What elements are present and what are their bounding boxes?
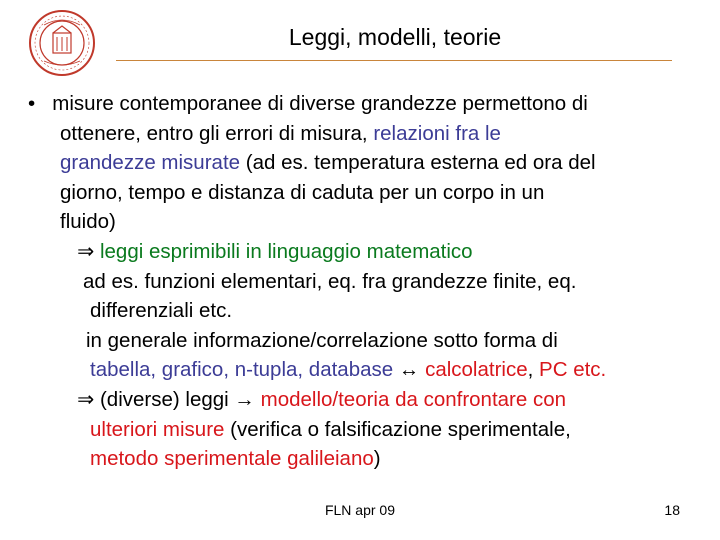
bullet-line-2 — [28, 119, 698, 149]
sub-line-3 — [28, 326, 698, 356]
bullet-marker: • — [28, 92, 36, 115]
highlight-blue: relazioni fra le — [373, 121, 501, 145]
page-number: 18 — [664, 502, 680, 518]
highlight-red: metodo sperimentale galileiano — [90, 447, 374, 471]
highlight-blue: tabella, grafico, n-tupla, database — [90, 358, 394, 382]
highlight-red: ulteriori misure — [90, 417, 225, 441]
highlight-blue: grandezze misurate — [60, 151, 241, 175]
implies-arrow-icon: ⇒ — [77, 387, 95, 411]
bullet-line-5 — [28, 207, 698, 237]
bullet-line-3 — [28, 148, 698, 178]
sub-line-6 — [28, 444, 698, 474]
body-text: (verifica o falsificazione sperimentale, — [224, 417, 571, 441]
sub-line-4 — [28, 355, 698, 385]
body-text: giorno, tempo e distanza di caduta per un corpo in un — [60, 180, 545, 204]
body-text: ) — [373, 447, 381, 471]
implication-line-2 — [28, 385, 698, 415]
body-text: ad es. funzioni elementari, eq. fra grandezze finite, eq. — [83, 269, 577, 293]
implies-arrow-icon: ⇒ — [77, 239, 95, 263]
slide-body — [28, 89, 698, 474]
body-text: (diverse) leggi → — [94, 387, 261, 411]
highlight-red: PC etc. — [539, 358, 607, 382]
body-text: fluido) — [60, 210, 116, 234]
title-divider — [116, 60, 672, 61]
bullet-line-1 — [28, 89, 698, 119]
body-text: in generale informazione/correlazione sotto forma di — [86, 328, 558, 352]
highlight-green: leggi esprimibili in linguaggio matematico — [94, 239, 473, 263]
highlight-red: calcolatrice — [425, 358, 528, 382]
double-arrow: ↔ — [393, 358, 426, 382]
sub-line-2 — [28, 296, 698, 326]
university-seal-icon — [24, 9, 100, 77]
body-text: misure contemporanee di diverse grandezze permettono di — [52, 92, 588, 115]
body-text: , — [527, 358, 540, 382]
slide-title: Leggi, modelli, teorie — [288, 24, 502, 50]
footer-label: FLN apr 09 — [324, 502, 396, 518]
body-text: ottenere, entro gli errori di misura, — [60, 121, 374, 145]
body-text: (ad es. temperatura esterna ed ora del — [240, 151, 596, 175]
highlight-red: modello/teoria da confrontare con — [260, 387, 567, 411]
sub-line-5 — [28, 415, 698, 445]
implication-line-1 — [28, 237, 698, 267]
bullet-line-4 — [28, 178, 698, 208]
body-text: differenziali etc. — [90, 299, 233, 323]
sub-line-1 — [28, 267, 698, 297]
